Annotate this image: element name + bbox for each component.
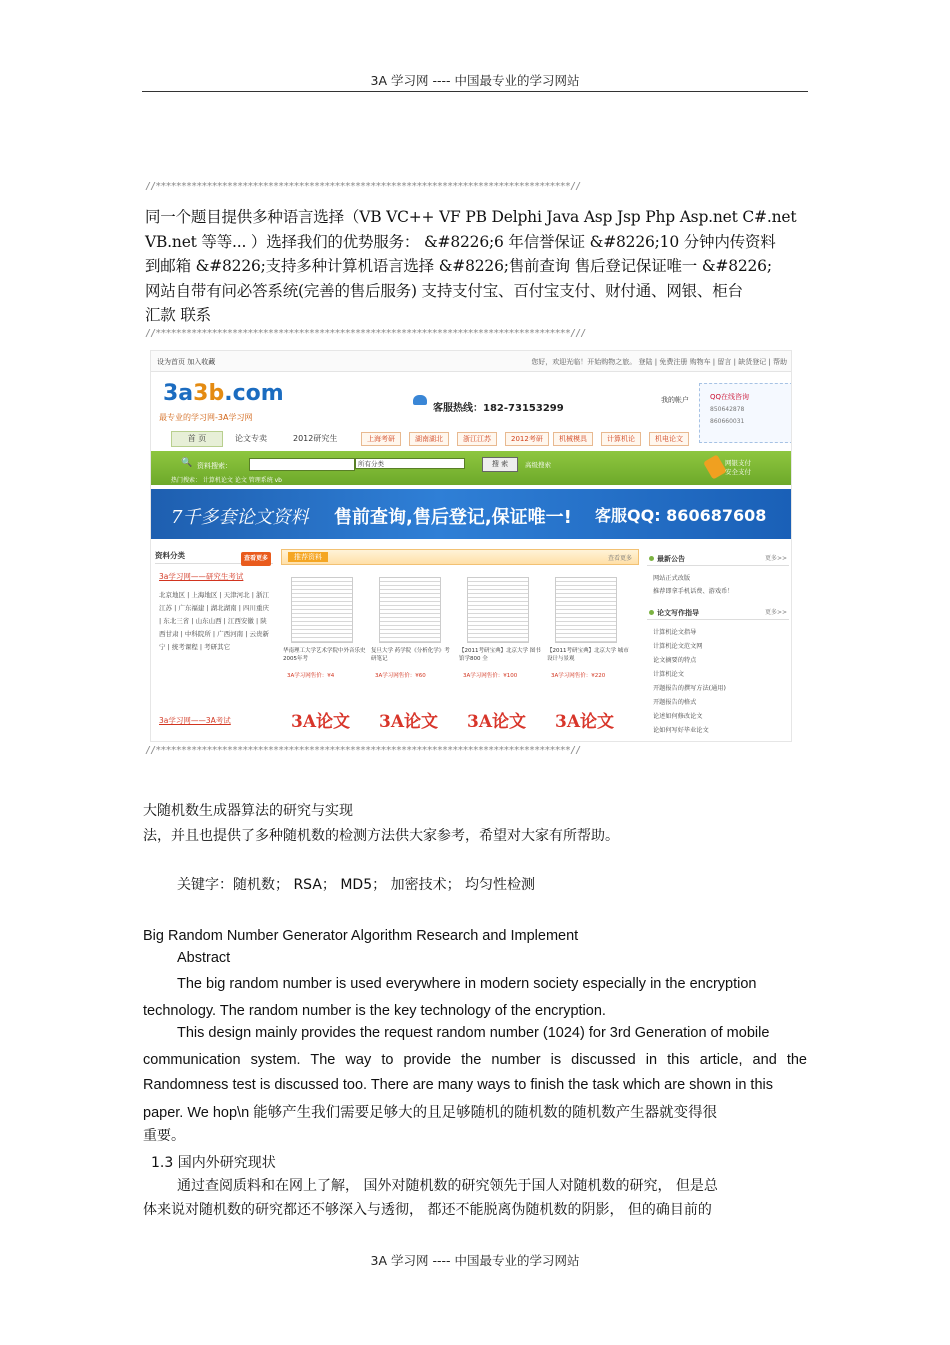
qq-number-1[interactable]: 850642878 (710, 406, 745, 413)
logo-part-b: 3b (193, 381, 225, 406)
search-label: 资料搜索： (197, 462, 232, 470)
pay-badge (707, 453, 787, 483)
nav-cat-5[interactable]: 机械模具 (553, 432, 593, 446)
news-more[interactable]: 更多>> (764, 555, 787, 562)
news-column (647, 549, 789, 739)
guide-more[interactable]: 更多>> (764, 609, 787, 616)
doc-thumbnail[interactable] (379, 577, 441, 643)
promo-3a-tile[interactable]: 3A论文 (291, 712, 351, 732)
topbar-right-links[interactable]: 您好，欢迎光临！开始购物之旅。 登陆 | 免费注册 购物车 | 留言 | 缺货登记 | 帮助 (531, 358, 787, 366)
recommended-column (281, 549, 637, 739)
page-header: 3A 学习网 ---- 中国最专业的学习网站 (370, 73, 580, 88)
guide-title: 论文写作指导 (657, 609, 699, 617)
section-heading: 1.3 国内外研究现状 (151, 1155, 276, 1171)
doc-caption[interactable]: 华南理工大学艺术学院中外音乐史2005年考 (283, 648, 366, 662)
site-search-bar (151, 451, 791, 485)
doc-cn-line-1: 通过查阅质料和在网上了解， 国外对随机数的研究领先于国人对随机数的研究， 但是总 (177, 1178, 718, 1194)
site-nav (159, 431, 699, 447)
logo-part-a: 3a (163, 381, 194, 406)
wallet-icon (703, 454, 727, 479)
promo-line-1: 同一个题目提供多种语言选择（VB VC++ VF PB Delphi Java Asp Jsp Php Asp.net C#.net (145, 208, 797, 226)
advanced-search-link[interactable]: 高级搜索 (525, 461, 551, 469)
doc-thumbnail[interactable] (555, 577, 617, 643)
banner-text-1: 7千多套论文资料 (171, 507, 309, 528)
guide-item[interactable]: 论文摘要的特点 (653, 657, 697, 664)
nav-cat-2[interactable]: 湖南湖北 (409, 432, 449, 446)
promo-line-5: 汇款 联系 (145, 306, 211, 324)
doc-price: 3A学习网售价：¥60 (375, 673, 426, 679)
promo-line-3: 到邮箱 &#8226;支持多种计算机语言选择 &#8226;售前查询 售后登记保证唯一 &#8226; (145, 257, 772, 275)
logo-part-c: .com (224, 381, 284, 406)
banner-text-2: 售前查询,售后登记,保证唯一! (334, 507, 572, 528)
doc-title-en: Big Random Number Generator Algorithm Research and Implement (143, 928, 579, 944)
guide-item[interactable]: 开题报告的撰写方法(通用) (653, 685, 726, 692)
doc-thumbnail[interactable] (467, 577, 529, 643)
bullet-icon (649, 556, 654, 561)
doc-caption[interactable]: 复旦大学 药学院《分析化学》考研笔记 (371, 648, 450, 662)
doc-en-line-5: Randomness test is discussed too. There are many ways to finish the task which are shown in this (143, 1077, 773, 1093)
news-title: 最新公告 (657, 555, 685, 563)
guide-item[interactable]: 论述如何修改论文 (653, 713, 703, 720)
guide-item[interactable]: 论如何写好毕业论文 (653, 727, 709, 734)
promo-3a-tile[interactable]: 3A论文 (467, 712, 527, 732)
doc-abstract-heading: Abstract (177, 950, 231, 966)
category-link-grad[interactable]: 3a学习网——研究生考试 (159, 572, 244, 581)
hot-search-row[interactable]: 热门搜索： 计算机论文 论文 管理系统 vb (171, 477, 282, 484)
nav-home[interactable]: 首 页 (171, 431, 223, 447)
nav-cat-4[interactable]: 2012考研 (505, 432, 549, 446)
search-input[interactable] (249, 458, 355, 471)
my-account-link[interactable]: 我的帐户 (661, 396, 689, 404)
category-title: 资料分类 (155, 551, 185, 560)
promo-3a-tile[interactable]: 3A论文 (555, 712, 615, 732)
category-heading (155, 549, 273, 564)
nav-grad-2012[interactable]: 2012研究生 (293, 434, 338, 443)
stars-separator-bottom: //*********************************************************************************// (145, 745, 581, 756)
doc-caption[interactable]: 【2011考研宝典】北京大学 城市设计与景观 (547, 648, 629, 662)
promo-line-2: VB.net 等等... ）选择我们的优势服务： &#8226;6 年信誉保证 &#8226;10 分钟内传资料 (145, 233, 776, 251)
doc-thumbnail[interactable] (291, 577, 353, 643)
doc-en-line-3: This design mainly provides the request random number (1024) for 3rd Generation of mobile (177, 1025, 770, 1041)
website-screenshot (150, 350, 792, 742)
recommended-heading (281, 549, 639, 565)
nav-papers[interactable]: 论文专卖 (235, 434, 267, 443)
guide-heading (647, 607, 789, 620)
qq-title: QQ在线咨询 (710, 393, 750, 401)
site-banner[interactable] (151, 489, 791, 539)
doc-keywords: 关键字：随机数； RSA； MD5； 加密技术； 均匀性检测 (177, 877, 536, 893)
header-rule (142, 91, 808, 92)
search-category-select[interactable]: 所有分类 (355, 458, 465, 469)
qq-contact-box[interactable] (699, 383, 792, 443)
doc-en-line-4: communication system. The way to provide the number is discussed in this article, and the (143, 1052, 807, 1068)
promo-3a-tile[interactable]: 3A论文 (379, 712, 439, 732)
stars-separator-top: //*********************************************************************************// (145, 181, 581, 192)
site-topbar (151, 351, 791, 372)
guide-item[interactable]: 开题报告的格式 (653, 699, 697, 706)
topbar-left-links[interactable]: 设为首页 加入收藏 (157, 358, 216, 366)
nav-cat-6[interactable]: 计算机论 (601, 432, 641, 446)
guide-item[interactable]: 计算机论文 (653, 671, 684, 678)
hotline-text: 客服热线：182-73153299 (433, 403, 564, 414)
nav-cat-3[interactable]: 浙江江苏 (457, 432, 497, 446)
doc-en-line-2: technology. The random number is the key technology of the encryption. (143, 1003, 606, 1019)
doc-en-line-1: The big random number is used everywhere in modern society especially in the encryption (177, 976, 757, 992)
pay-badge-text: 网银支付 安全支付 (725, 459, 751, 476)
news-heading (647, 553, 789, 566)
phone-icon (413, 395, 427, 405)
category-regions[interactable]: 北京地区 | 上海地区 | 天津河北 | 浙江江苏 | 广东福建 | 湖北湖南 | 四川重庆 | 东北三省 | 山东山西 | 江西安徽 | 陕西甘肃 | 中科院所 | 广西河南 | 云贵新宁 | 统考课程 | 考研其它 (159, 591, 269, 651)
promo-line-4: 网站自带有问必答系统(完善的售后服务) 支持支付宝、百付宝支付、财付通、网银、柜台 (145, 282, 743, 300)
banner-text-3: 客服QQ: 860687608 (595, 506, 767, 525)
logo-subtitle: 最专业的学习网-3A学习网 (159, 413, 253, 422)
doc-abstract-cn-tail: 法，并且也提供了多种随机数的检测方法供大家参考，希望对大家有所帮助。 (143, 828, 619, 844)
doc-price: 3A学习网售价：¥100 (463, 673, 518, 679)
category-column (155, 549, 273, 739)
doc-title-cn: 大随机数生成器算法的研究与实现 (143, 803, 353, 819)
doc-price: 3A学习网售价：¥4 (287, 673, 335, 679)
category-link-3a[interactable]: 3a学习网——3A考试 (159, 716, 231, 725)
search-icon: 🔍 (181, 458, 193, 468)
guide-item[interactable]: 计算机论文指导 (653, 629, 697, 636)
site-logo[interactable] (163, 381, 284, 406)
news-item[interactable]: 推荐即拿手机话费、游戏币！ (653, 588, 734, 595)
page-footer: 3A 学习网 ---- 中国最专业的学习网站 (370, 1253, 580, 1268)
guide-item[interactable]: 计算机论文范文网 (653, 643, 703, 650)
doc-cn-line-2: 体来说对随机数的研究都还不够深入与透彻， 都还不能脱离伪随机数的阴影， 但的确目前的 (143, 1202, 712, 1218)
doc-en-line-6: paper. We hop\n 能够产生我们需要足够大的且足够随机的随机数的随机数产生器就变得很 (143, 1105, 718, 1121)
nav-cat-1[interactable]: 上海考研 (361, 432, 401, 446)
news-item[interactable]: 网站正式改版 (653, 575, 691, 582)
bullet-icon (649, 610, 654, 615)
recommended-title: 推荐资料 (288, 552, 328, 562)
doc-price: 3A学习网售价：¥220 (551, 673, 606, 679)
stars-separator-mid: //*********************************************************************************/// (145, 328, 586, 339)
search-button[interactable]: 搜 索 (482, 457, 518, 472)
nav-cat-7[interactable]: 机电论文 (649, 432, 689, 446)
doc-en-line-7: 重要。 (143, 1128, 185, 1144)
recommended-more[interactable]: 查看更多 (607, 555, 632, 562)
qq-number-2[interactable]: 860660031 (710, 418, 745, 425)
doc-caption[interactable]: 【2011考研宝典】北京大学 图书馆学800 全 (459, 648, 541, 662)
category-more-button[interactable]: 查看更多 (241, 552, 271, 566)
